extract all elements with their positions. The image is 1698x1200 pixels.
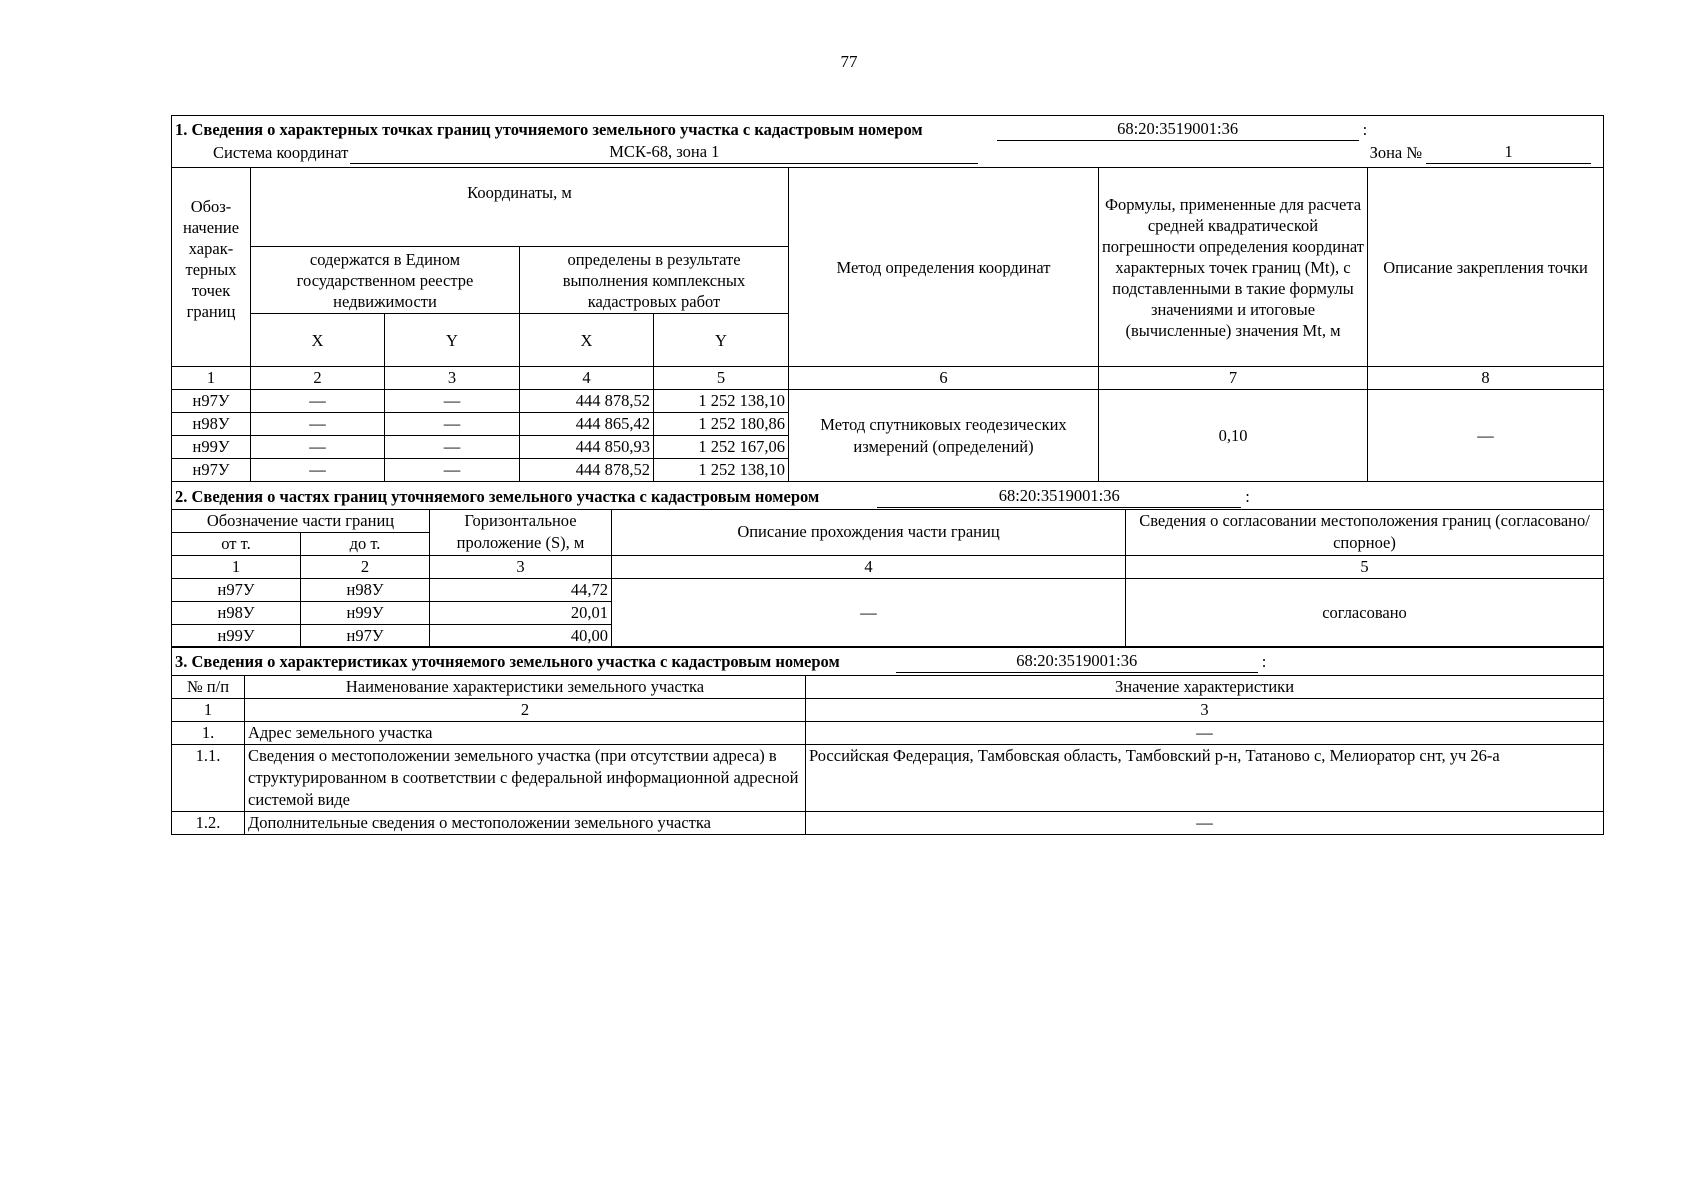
point-id: н97У (172, 390, 251, 413)
section2-cadastral-number: 68:20:3519001:36 (877, 485, 1241, 508)
table-row (172, 812, 1604, 835)
x-egrn: — (251, 436, 385, 459)
char-value: — (806, 722, 1604, 745)
char-value: Российская Федерация, Тамбовская область, Тамбовский р-н, Татаново с, Мелиоратор снт, уч 26-а (806, 745, 1604, 812)
y-kkr: 1 252 180,86 (654, 413, 789, 436)
char-num: 1.1. (172, 745, 245, 812)
header-description: Описание прохождения части границ (612, 509, 1126, 555)
x-egrn: — (251, 413, 385, 436)
section3-table (171, 646, 1604, 835)
section1-cadastral-number: 68:20:3519001:36 (997, 118, 1359, 141)
header-x2: X (520, 314, 654, 367)
y-kkr: 1 252 138,10 (654, 459, 789, 482)
y-egrn: — (385, 413, 520, 436)
col-number: 4 (612, 555, 1126, 578)
y-kkr: 1 252 138,10 (654, 390, 789, 413)
zone-label: Зона № (1369, 143, 1423, 162)
x-kkr: 444 878,52 (520, 390, 654, 413)
point-id: н97У (172, 459, 251, 482)
table-row (172, 578, 1604, 601)
char-value: — (806, 812, 1604, 835)
part-from: н97У (172, 578, 301, 601)
header-from: от т. (172, 532, 301, 555)
page-number: 77 (840, 52, 858, 71)
header-coordinates: Координаты, м (251, 168, 789, 247)
y-kkr: 1 252 167,06 (654, 436, 789, 459)
col-number: 4 (520, 367, 654, 390)
char-num: 1. (172, 722, 245, 745)
section1-title: 1. Сведения о характерных точках границ уточняемого земельного участка с кадастровым номером (175, 120, 923, 139)
header-x1: X (251, 314, 385, 367)
header-fixing: Описание закрепления точки (1368, 168, 1604, 367)
header-num: № п/п (172, 676, 245, 699)
char-name: Дополнительные сведения о местоположении земельного участка (245, 812, 806, 835)
part-length: 20,01 (430, 601, 612, 624)
point-id: н98У (172, 413, 251, 436)
header-to: до т. (301, 532, 430, 555)
header-method: Метод определения координат (789, 168, 1099, 367)
header-value: Значение характеристики (806, 676, 1604, 699)
col-number: 3 (385, 367, 520, 390)
section1-table (171, 115, 1604, 482)
col-number: 1 (172, 367, 251, 390)
header-name: Наименование характеристики земельного участка (245, 676, 806, 699)
section2-title: 2. Сведения о частях границ уточняемого земельного участка с кадастровым номером (175, 486, 820, 506)
col-number: 2 (245, 699, 806, 722)
part-to: н98У (301, 578, 430, 601)
col-number: 2 (301, 555, 430, 578)
section3-title-row (172, 647, 1604, 676)
point-id: н99У (172, 436, 251, 459)
part-from: н99У (172, 624, 301, 647)
section1-title-row (172, 116, 1604, 142)
part-length: 44,72 (430, 578, 612, 601)
col-number: 2 (251, 367, 385, 390)
part-to: н97У (301, 624, 430, 647)
col-number: 1 (172, 555, 301, 578)
cadastral-form (171, 115, 1603, 835)
x-kkr: 444 865,42 (520, 413, 654, 436)
header-part-designation: Обозначение части границ (172, 509, 430, 532)
part-from: н98У (172, 601, 301, 624)
coord-system-row (172, 141, 1604, 168)
x-kkr: 444 850,93 (520, 436, 654, 459)
y-egrn: — (385, 459, 520, 482)
header-y2: Y (654, 314, 789, 367)
part-length: 40,00 (430, 624, 612, 647)
header-kkr: определены в результате выполнения комплексных кадастровых работ (520, 247, 789, 314)
section3-title: 3. Сведения о характеристиках уточняемого земельного участка с кадастровым номером (175, 652, 840, 671)
fixing-value: — (1368, 390, 1604, 482)
y-egrn: — (385, 390, 520, 413)
mt-value: 0,10 (1099, 390, 1368, 482)
section1-colon: : (1362, 120, 1368, 139)
table-row (172, 722, 1604, 745)
col-number: 7 (1099, 367, 1368, 390)
section2-title-row (172, 481, 1604, 509)
char-num: 1.2. (172, 812, 245, 835)
section3-cadastral-number: 68:20:3519001:36 (896, 650, 1258, 673)
method-value: Метод спутниковых геодезических измерений (определений) (789, 390, 1099, 482)
col-number: 8 (1368, 367, 1604, 390)
char-name: Сведения о местоположении земельного участка (при отсутствии адреса) в структурированном в соответствии с федеральной информационной адресной системой виде (245, 745, 806, 812)
x-egrn: — (251, 390, 385, 413)
table-row (172, 390, 1604, 413)
header-formulas: Формулы, примененные для расчета средней квадратической погрешности определения координат характерных точек границ (Mt), с подставленными в такие формулы значениями и итоговые (вычисленные) значения Mt, м (1099, 168, 1368, 367)
header-y1: Y (385, 314, 520, 367)
char-name: Адрес земельного участка (245, 722, 806, 745)
zone-value: 1 (1426, 141, 1591, 164)
x-kkr: 444 878,52 (520, 459, 654, 482)
part-to: н99У (301, 601, 430, 624)
col-number: 5 (654, 367, 789, 390)
col-number: 6 (789, 367, 1099, 390)
col-number: 5 (1126, 555, 1604, 578)
section2-table (171, 481, 1604, 648)
col-number: 3 (806, 699, 1604, 722)
header-length: Горизонтальное проложение (S), м (430, 509, 612, 555)
header-agreement: Сведения о согласовании местоположения границ (согласовано/спорное) (1126, 509, 1604, 555)
part-description: — (612, 578, 1126, 647)
part-agreement: согласовано (1126, 578, 1604, 647)
y-egrn: — (385, 436, 520, 459)
section3-colon: : (1261, 652, 1267, 671)
section2-colon: : (1245, 486, 1250, 506)
col-number: 3 (430, 555, 612, 578)
col-number: 1 (172, 699, 245, 722)
coord-system-value: МСК-68, зона 1 (350, 141, 978, 164)
table-row (172, 745, 1604, 812)
header-egrn: содержатся в Едином государственном реестре недвижимости (251, 247, 520, 314)
x-egrn: — (251, 459, 385, 482)
header-point-designation: Обоз- начение харак- терных точек границ (172, 168, 251, 367)
coord-system-label: Система координат (213, 143, 349, 162)
